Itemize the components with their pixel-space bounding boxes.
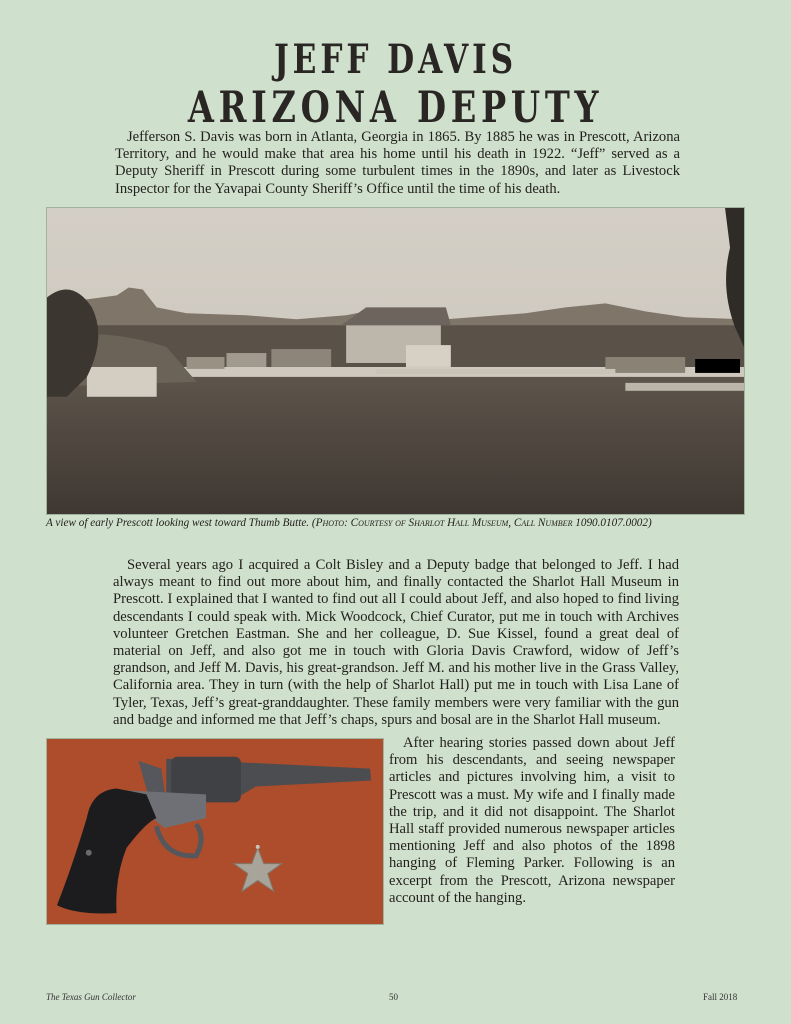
prescott-historic-photo [46, 207, 745, 515]
footer-issue: Fall 2018 [703, 992, 738, 1002]
intro-paragraph: Jefferson S. Davis was born in Atlanta, Georgia in 1865. By 1885 he was in Prescott, Arizona Territory, and he would make that area his home until his death in 1922. “Jeff” served as a Deputy Sheriff in Prescott during some turbulent times in the 1890s, and later as Livestock Inspector for the Yavapai County Sheriff’s Office until the time of his death. [115, 129, 680, 197]
revolver-and-badge-photo [46, 738, 384, 925]
photo-caption [46, 517, 766, 529]
caption-credit: (Photo: Courtesy of Sharlot Hall Museum, Call Number 1090.0107.0002) [311, 517, 652, 529]
caption-text: A view of early Prescott looking west toward Thumb Butte. [46, 517, 310, 529]
footer-page-number: 50 [389, 992, 398, 1002]
footer-publication: The Texas Gun Collector [46, 992, 136, 1002]
body-paragraph-2: Several years ago I acquired a Colt Bisley and a Deputy badge that belonged to Jeff. I had always meant to find out more about him, and finally contacted the Sharlot Hall Museum in Prescott. I explained that I wanted to find out all I could about Jeff, and also hoped to find living descendants I could speak with. Mick Woodcock, Chief Curator, put me in touch with Archives volunteer Gretchen Eastman. She and her colleague, D. Sue Kissel, found a great deal of material on Jeff, and also got me in touch with Gloria Davis Crawford, widow of Jeff’s grandson, and Jeff M. Davis, his great-grandson. Jeff M. and his mother live in the Grass Valley, California area. They in turn (with the help of Sharlot Hall) put me in touch with Lisa Lane of Tyler, Texas, Jeff’s great-granddaughter. These family members were very familiar with the gun and badge and informed me that Jeff’s chaps, spurs and bosal are in the Sharlot Hall museum. [113, 557, 679, 728]
body-paragraph-3: After hearing stories passed down about Jeff from his descendants, and seeing newspaper articles and pictures involving him, a visit to Prescott was a must. My wife and I finally made the trip, and it did not disappoint. The Sharlot Hall staff provided numerous newspaper articles mentioning Jeff and also photos of the 1898 hanging of Fleming Parker. Following is an excerpt from the Prescott, Arizona newspaper account of the hanging. [389, 735, 675, 906]
article-title-line-1: JEFF DAVIS [273, 36, 518, 83]
article-title-line-2: ARIZONA DEPUTY [187, 83, 604, 133]
